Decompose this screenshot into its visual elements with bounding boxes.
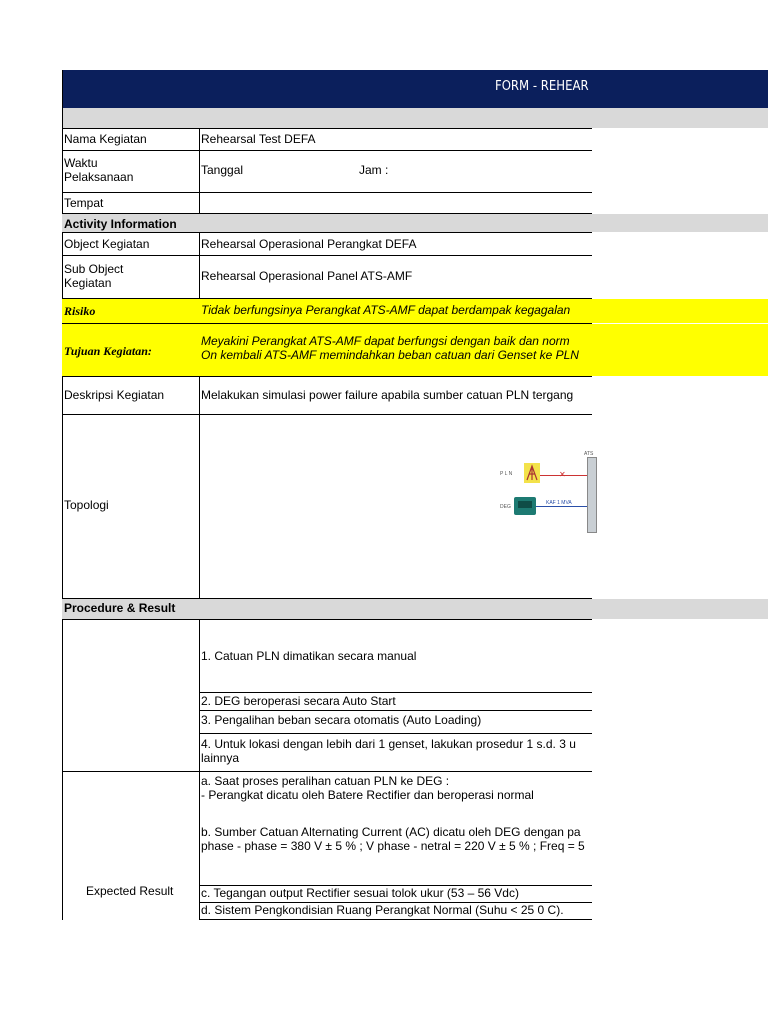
- procedure-step-2: 2. DEG beroperasi secara Auto Start: [201, 694, 396, 708]
- procedure-step-1: 1. Catuan PLN dimatikan secara manual: [201, 649, 417, 663]
- expected-a-clip: [201, 774, 592, 804]
- tujuan-value-2: On kembali ATS-AMF memindahkan beban catuan dari Genset ke PLN: [201, 348, 579, 362]
- topologi-label: Topologi: [64, 498, 109, 512]
- left-border: [62, 70, 63, 920]
- expected-a-line-1: a. Saat proses peralihan catuan PLN ke DEG :: [201, 774, 450, 788]
- form-header-banner: [62, 70, 768, 108]
- col-divider-1: [199, 128, 200, 221]
- tanggal-label: Tanggal: [201, 163, 244, 177]
- deskripsi-label: Deskripsi Kegiatan: [64, 388, 165, 402]
- row-line: [62, 128, 592, 129]
- deg-line: [536, 506, 588, 507]
- sub-object-label-2: Kegiatan: [64, 276, 112, 290]
- procedure-step-4: 4. Untuk lokasi dengan lebih dari 1 genset, lakukan prosedur 1 s.d. 3 u: [201, 737, 576, 751]
- object-kegiatan-value: Rehearsal Operasional Perangkat DEFA: [201, 237, 417, 251]
- row-line: [199, 710, 592, 711]
- col-divider-2: [199, 232, 200, 598]
- activity-section-title: Activity Information: [64, 217, 177, 231]
- row-line: [199, 692, 592, 693]
- row-line: [62, 619, 592, 620]
- row-line: [62, 414, 592, 415]
- expected-b-line-2: phase - phase = 380 V ± 5 % ; V phase - netral = 220 V ± 5 % ; Freq = 5: [201, 839, 585, 853]
- risiko-label: Risiko: [64, 304, 96, 318]
- expected-d: d. Sistem Pengkondisian Ruang Perangkat Normal (Suhu < 25 0 C).: [201, 903, 564, 917]
- ats-panel-icon: [587, 457, 597, 533]
- deskripsi-value: Melakukan simulasi power failure apabila sumber catuan PLN tergang: [201, 388, 574, 402]
- waktu-label-1: Waktu: [64, 156, 98, 170]
- expected-b-clip: [201, 825, 592, 855]
- row-line: [62, 192, 592, 193]
- tujuan-value-1: Meyakini Perangkat ATS-AMF dapat berfungsi dengan baik dan norm: [201, 334, 570, 348]
- row-line: [62, 232, 592, 233]
- row-line: [199, 919, 592, 920]
- expected-b-line-1: b. Sumber Catuan Alternating Current (AC) dicatu oleh DEG dengan pa: [201, 825, 581, 839]
- row-line: [62, 150, 592, 151]
- tempat-label: Tempat: [64, 196, 104, 210]
- pln-icon: [524, 463, 540, 483]
- tujuan-label: Tujuan Kegiatan:: [64, 344, 152, 358]
- procedure-step-4-clip: [201, 737, 592, 767]
- topology-diagram: [492, 445, 592, 555]
- tujuan-value-clip: [201, 334, 592, 364]
- procedure-step-3: 3. Pengalihan beban secara otomatis (Auto Loading): [201, 713, 482, 727]
- risiko-value-clip: [201, 303, 592, 319]
- pln-text: P L N: [500, 471, 513, 477]
- genset-icon: [514, 497, 536, 515]
- deskripsi-value-clip: [201, 388, 592, 404]
- expected-a-line-2: - Perangkat dicatu oleh Batere Rectifier dan beroperasi normal: [201, 788, 534, 802]
- header-grey-band: [62, 108, 768, 128]
- row-line: [62, 771, 592, 772]
- form-frame: [62, 70, 768, 920]
- form-title: FORM - REHEAR: [495, 79, 589, 94]
- expected-c: c. Tegangan output Rectifier sesuai tolok ukur (53 – 56 Vdc): [201, 886, 519, 900]
- jam-label: Jam :: [359, 163, 389, 177]
- object-kegiatan-label: Object Kegiatan: [64, 237, 150, 251]
- row-line: [62, 255, 592, 256]
- procedure-section-title: Procedure & Result: [64, 601, 176, 615]
- sub-object-label-1: Sub Object: [64, 262, 124, 276]
- nama-kegiatan-value: Rehearsal Test DEFA: [201, 132, 316, 146]
- procedure-step-4-cont: lainnya: [201, 751, 240, 765]
- row-line: [62, 376, 592, 377]
- sub-object-value: Rehearsal Operasional Panel ATS-AMF: [201, 269, 413, 283]
- deg-text: DEG: [500, 504, 511, 510]
- col-divider-3: [199, 619, 200, 920]
- cable-text: KAF 1 MVA: [546, 500, 572, 506]
- risiko-value: Tidak berfungsinya Perangkat ATS-AMF dapat berdampak kegagalan: [201, 303, 571, 317]
- break-cross-icon: ✕: [559, 470, 566, 479]
- ats-text: ATS: [584, 451, 594, 457]
- nama-kegiatan-label: Nama Kegiatan: [64, 132, 147, 146]
- expected-result-label: Expected Result: [86, 884, 174, 898]
- row-line: [199, 733, 592, 734]
- waktu-label-2: Pelaksanaan: [64, 170, 134, 184]
